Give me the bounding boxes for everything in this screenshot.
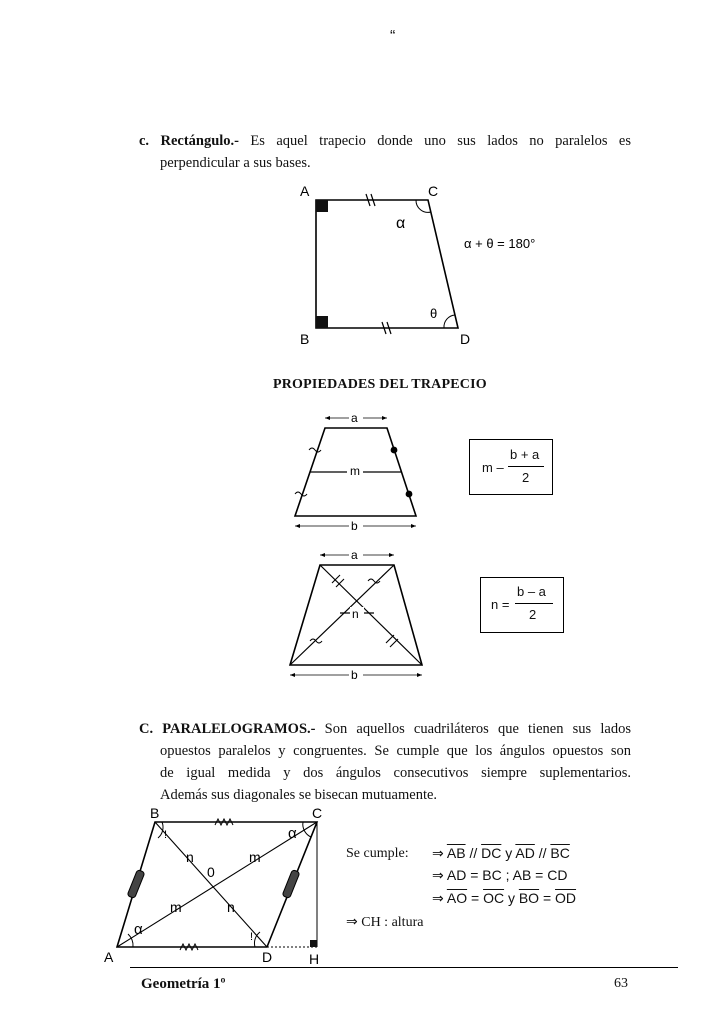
diag-label-b: b bbox=[351, 668, 358, 682]
parallelogram-paragraph-line3 bbox=[160, 762, 631, 784]
rel1-bc: $\overline{BC}$ bbox=[550, 845, 570, 861]
right-angle-marker-top bbox=[316, 200, 328, 212]
side-mark-cd bbox=[282, 870, 300, 899]
rect-vertex-c: C bbox=[428, 183, 439, 199]
rectangle-text-1: Es aquel trapecio donde uno sus lados no paralelos es bbox=[239, 133, 631, 149]
rect-angle-alpha: α bbox=[396, 215, 406, 232]
dim2-top-arrow-right bbox=[389, 553, 394, 557]
diag-tick-2a bbox=[386, 635, 394, 643]
rel1-y: y bbox=[505, 845, 513, 861]
diag-tick-1a bbox=[332, 575, 340, 583]
properties-title: PROPIEDADES DEL TRAPECIO bbox=[273, 377, 487, 392]
rectangle-heading: c. Rectángulo.- bbox=[139, 133, 240, 149]
rel1-dc: $\overline{DC}$ bbox=[481, 845, 502, 861]
formula2-lhs: n = bbox=[491, 597, 510, 612]
rectangle-paragraph-line1 bbox=[139, 130, 631, 152]
formula2-fraction-bar bbox=[515, 603, 553, 604]
side-mark-ab bbox=[127, 870, 145, 899]
par-seg-n-upper: n bbox=[186, 849, 194, 865]
rel1-arrow: ⇒ bbox=[432, 845, 444, 861]
par-center-0: 0 bbox=[207, 864, 215, 880]
parallelogram-paragraph-line2 bbox=[160, 740, 631, 762]
right-angle-marker-bottom bbox=[316, 316, 328, 328]
diagonal-formula-box bbox=[480, 577, 564, 633]
footer-rule bbox=[130, 967, 678, 968]
se-cumple-label: Se cumple: bbox=[346, 846, 409, 861]
par-vertex-d: D bbox=[262, 949, 273, 965]
page-top-mark: “ bbox=[390, 28, 396, 45]
diag-label-n: n bbox=[352, 607, 359, 621]
rel1-par1: // bbox=[469, 845, 478, 861]
relation-equal-sides bbox=[432, 867, 567, 884]
height-right-angle bbox=[310, 940, 317, 947]
median-formula-box bbox=[469, 439, 553, 495]
diag-tick-2b bbox=[390, 639, 398, 647]
rect-vertex-a: A bbox=[300, 183, 310, 199]
dim-top-arrow-right bbox=[382, 416, 387, 420]
rel3-oc: $\overline{OC}$ bbox=[483, 890, 505, 906]
rel2-text: AD = BC ; AB = CD bbox=[446, 867, 568, 883]
rect-vertex-d: D bbox=[460, 331, 471, 347]
rel3-y: y bbox=[507, 890, 515, 906]
diagonals-trapezoid-figure bbox=[282, 545, 432, 685]
rectangle-text-2: perpendicular a sus bases. bbox=[160, 155, 311, 171]
rel3-bo: $\overline{BO}$ bbox=[518, 890, 540, 906]
parallelogram-text-4: Además sus diagonales se bisecan mutuamente. bbox=[160, 787, 438, 803]
median-label-m: m bbox=[350, 464, 360, 478]
rel4-arrow: ⇒ bbox=[346, 913, 358, 929]
rect-vertex-b: B bbox=[300, 331, 310, 347]
formula1-lhs: m – bbox=[482, 460, 504, 475]
dim-bottom-arrow-right bbox=[411, 524, 416, 528]
dim2-bottom-arrow-left bbox=[290, 673, 295, 677]
midpoint-dot-1 bbox=[391, 447, 398, 454]
relation-parallel-sides bbox=[432, 845, 570, 862]
dim-bottom-arrow-left bbox=[295, 524, 300, 528]
median-label-a: a bbox=[351, 411, 358, 425]
par-seg-n-lower: n bbox=[227, 899, 235, 915]
rel3-od: $\overline{OD}$ bbox=[555, 890, 577, 906]
formula1-numerator: b + a bbox=[510, 447, 540, 462]
parallelogram-paragraph-line1 bbox=[139, 718, 631, 740]
formula1-denominator: 2 bbox=[522, 470, 530, 485]
formula2-denominator: 2 bbox=[529, 607, 537, 622]
formula1-fraction-bar bbox=[508, 466, 544, 467]
rect-angle-theta: θ bbox=[430, 306, 438, 321]
rel3-arrow: ⇒ bbox=[432, 890, 444, 906]
dim2-bottom-arrow-right bbox=[417, 673, 422, 677]
relation-diagonals-bisect bbox=[432, 890, 576, 907]
rel3-ao: $\overline{AO}$ bbox=[446, 890, 468, 906]
par-vertex-c: C bbox=[312, 805, 323, 821]
rectangle-paragraph-line2 bbox=[160, 152, 631, 174]
formula2-numerator: b – a bbox=[517, 584, 546, 599]
dim-top-arrow-left bbox=[325, 416, 330, 420]
par-angle-alpha-a: α bbox=[134, 921, 143, 938]
par-seg-m-lower: m bbox=[170, 899, 182, 915]
parallelogram-heading: C. PARALELOGRAMOS.- bbox=[139, 721, 316, 737]
parallelogram-text-3: de igual medida y dos ángulos consecutivos siempre suplementarios. bbox=[160, 765, 631, 781]
par-angle-alpha-c: α bbox=[288, 825, 297, 842]
rel1-ad: $\overline{AD}$ bbox=[515, 845, 535, 861]
angle-arc-b bbox=[158, 822, 163, 838]
median-trapezoid-figure bbox=[285, 406, 435, 534]
relation-height bbox=[346, 913, 423, 931]
parallelogram-text-1: Son aquellos cuadriláteros que tienen sus lados bbox=[315, 721, 631, 737]
rel4-text: altura bbox=[391, 915, 424, 930]
right-trapezoid-figure bbox=[280, 180, 600, 352]
angle-arc-c bbox=[303, 822, 311, 837]
diagonal-bd bbox=[155, 822, 267, 947]
par-vertex-b: B bbox=[150, 805, 160, 821]
rel3-eq2: = bbox=[542, 890, 552, 906]
rel1-ab: $\overline{AB}$ bbox=[446, 845, 466, 861]
rel1-par2: // bbox=[538, 845, 547, 861]
rel4-ch: CH : bbox=[361, 915, 389, 930]
footer-page-number: 63 bbox=[614, 976, 628, 991]
par-vertex-h: H bbox=[309, 951, 320, 967]
tilde-mark-1 bbox=[309, 448, 321, 452]
rect-angle-relation: α + θ = 180° bbox=[464, 236, 536, 251]
angle-marker-b: ! bbox=[164, 829, 168, 841]
tilde-mark-2 bbox=[295, 492, 307, 496]
diag-tick-1b bbox=[336, 579, 344, 587]
parallelogram-text-2: opuestos paralelos y congruentes. Se cumple que los ángulos opuestos son bbox=[160, 743, 631, 759]
rel3-eq1: = bbox=[470, 890, 480, 906]
parallelogram-paragraph-line4 bbox=[160, 784, 631, 806]
parallelogram-figure bbox=[100, 804, 340, 969]
angle-marker-d: ! bbox=[250, 931, 254, 943]
par-seg-m-upper: m bbox=[249, 849, 261, 865]
angle-arc-a bbox=[128, 934, 133, 947]
angle-arc-theta bbox=[444, 315, 455, 328]
median-label-b: b bbox=[351, 519, 358, 533]
dim2-top-arrow-left bbox=[320, 553, 325, 557]
midpoint-dot-2 bbox=[406, 491, 413, 498]
par-vertex-a: A bbox=[104, 949, 114, 965]
rel2-arrow: ⇒ bbox=[432, 867, 444, 883]
footer-course: Geometría 1º bbox=[141, 976, 226, 992]
diag-label-a: a bbox=[351, 548, 358, 562]
